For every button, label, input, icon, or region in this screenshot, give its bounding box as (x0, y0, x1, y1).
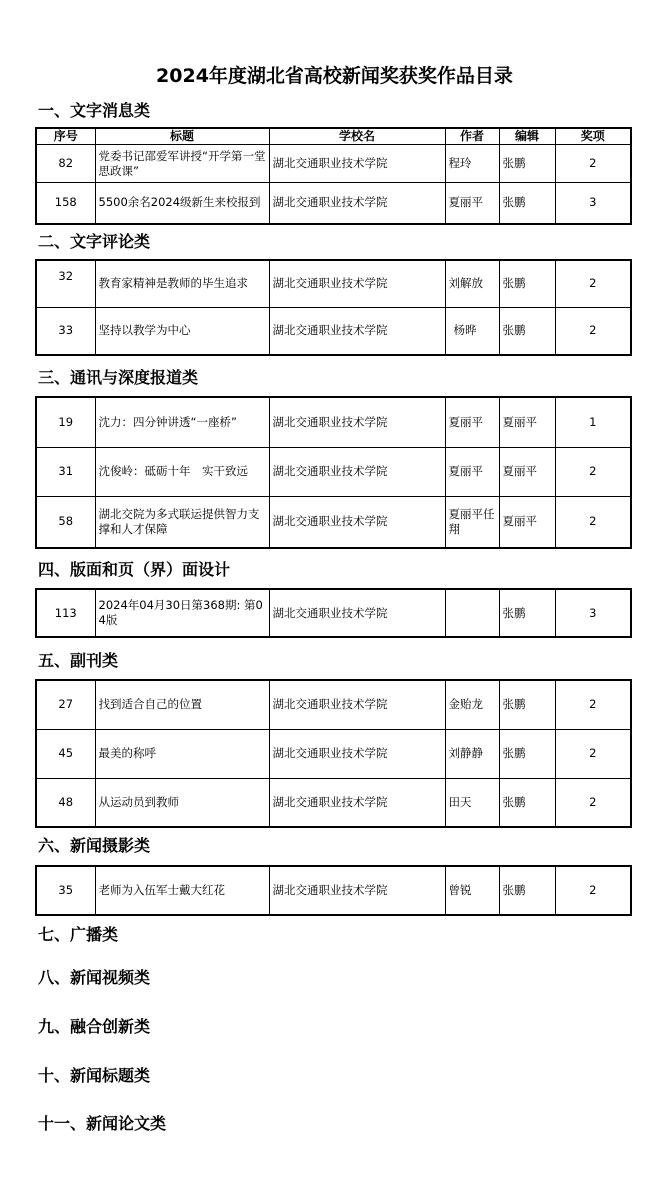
cell-num: 32 (36, 260, 95, 307)
cell-award: 2 (555, 866, 631, 915)
cell-title: 湖北交院为多式联运提供智力支撑和人才保障 (95, 496, 269, 548)
cell-num: 48 (36, 778, 95, 827)
cell-author: 刘解放 (445, 260, 499, 307)
column-header-author: 作者 (445, 128, 499, 145)
table-text-news (35, 127, 632, 225)
table-row (36, 447, 631, 496)
table-row (36, 397, 631, 447)
column-header-award: 奖项 (555, 128, 631, 145)
cell-num: 33 (36, 307, 95, 355)
cell-num: 31 (36, 447, 95, 496)
cell-award: 3 (555, 183, 631, 224)
cell-editor: 张鹏 (499, 680, 555, 729)
cell-title: 从运动员到教师 (95, 778, 269, 827)
cell-title: 5500余名2024级新生来校报到 (95, 183, 269, 224)
cell-school: 湖北交通职业技术学院 (269, 447, 445, 496)
cell-num: 82 (36, 145, 95, 183)
cell-school: 湖北交通职业技术学院 (269, 729, 445, 778)
section-heading-layout-design: 四、版面和页（界）面设计 (38, 560, 231, 579)
column-header-school: 学校名 (269, 128, 445, 145)
cell-author: 夏丽平任翔 (445, 496, 499, 548)
cell-school: 湖北交通职业技术学院 (269, 397, 445, 447)
table-text-commentary (35, 259, 632, 356)
cell-editor: 张鹏 (499, 307, 555, 355)
cell-award: 2 (555, 496, 631, 548)
section-heading-media-innovation: 九、融合创新类 (38, 1017, 151, 1036)
cell-num: 113 (36, 589, 95, 637)
cell-author: 夏丽平 (445, 397, 499, 447)
page-title: 2024年度湖北省高校新闻奖获奖作品目录 (156, 65, 513, 87)
table-row (36, 260, 631, 307)
cell-school: 湖北交通职业技术学院 (269, 778, 445, 827)
cell-editor: 张鹏 (499, 183, 555, 224)
cell-school: 湖北交通职业技术学院 (269, 145, 445, 183)
table-row (36, 680, 631, 729)
table-row (36, 729, 631, 778)
cell-title: 最美的称呼 (95, 729, 269, 778)
table-layout-design (35, 588, 632, 638)
cell-editor: 张鹏 (499, 260, 555, 307)
cell-author: 夏丽平 (445, 183, 499, 224)
cell-title: 找到适合自己的位置 (95, 680, 269, 729)
table-row (36, 145, 631, 183)
section-heading-news-paper: 十一、新闻论文类 (38, 1114, 167, 1133)
table-row (36, 496, 631, 548)
cell-award: 2 (555, 447, 631, 496)
table-row (36, 778, 631, 827)
cell-num: 158 (36, 183, 95, 224)
cell-school: 湖北交通职业技术学院 (269, 680, 445, 729)
cell-editor: 夏丽平 (499, 447, 555, 496)
cell-award: 2 (555, 680, 631, 729)
cell-author: 曾锐 (445, 866, 499, 915)
section-heading-feature-reports: 三、通讯与深度报道类 (38, 368, 199, 387)
section-heading-news-headline: 十、新闻标题类 (38, 1066, 151, 1085)
cell-author: 金贻龙 (445, 680, 499, 729)
section-heading-broadcast: 七、广播类 (38, 925, 119, 944)
cell-num: 45 (36, 729, 95, 778)
section-heading-text-commentary: 二、文字评论类 (38, 232, 151, 251)
cell-editor: 张鹏 (499, 778, 555, 827)
column-header-num: 序号 (36, 128, 95, 145)
cell-title: 教育家精神是教师的毕生追求 (95, 260, 269, 307)
cell-title: 沈俊岭：砥砺十年 实干致远 (95, 447, 269, 496)
column-header-title: 标题 (95, 128, 269, 145)
cell-award: 2 (555, 307, 631, 355)
section-heading-supplement: 五、副刊类 (38, 651, 119, 670)
cell-title: 2024年04月30日第368期: 第04版 (95, 589, 269, 637)
cell-title: 老师为入伍军士戴大红花 (95, 866, 269, 915)
table-row (36, 589, 631, 637)
cell-num: 58 (36, 496, 95, 548)
cell-editor: 张鹏 (499, 866, 555, 915)
table-feature-reports (35, 396, 632, 549)
cell-award: 2 (555, 145, 631, 183)
table-row (36, 307, 631, 355)
cell-title: 党委书记邵爱军讲授“开学第一堂思政课” (95, 145, 269, 183)
cell-editor: 夏丽平 (499, 397, 555, 447)
cell-award: 2 (555, 729, 631, 778)
cell-school: 湖北交通职业技术学院 (269, 496, 445, 548)
table-supplement (35, 679, 632, 828)
cell-school: 湖北交通职业技术学院 (269, 183, 445, 224)
cell-school: 湖北交通职业技术学院 (269, 260, 445, 307)
cell-title: 沈力：四分钟讲透“一座桥” (95, 397, 269, 447)
table-row (36, 183, 631, 224)
column-header-editor: 编辑 (499, 128, 555, 145)
cell-editor: 张鹏 (499, 589, 555, 637)
cell-award: 2 (555, 778, 631, 827)
cell-school: 湖北交通职业技术学院 (269, 866, 445, 915)
cell-editor: 张鹏 (499, 729, 555, 778)
cell-author (445, 589, 499, 637)
cell-editor: 夏丽平 (499, 496, 555, 548)
cell-num: 27 (36, 680, 95, 729)
section-heading-news-video: 八、新闻视频类 (38, 968, 151, 987)
cell-num: 19 (36, 397, 95, 447)
cell-title: 坚持以教学为中心 (95, 307, 269, 355)
cell-author: 夏丽平 (445, 447, 499, 496)
section-heading-text-news: 一、文字消息类 (38, 101, 151, 120)
cell-editor: 张鹏 (499, 145, 555, 183)
cell-award: 1 (555, 397, 631, 447)
section-heading-photography: 六、新闻摄影类 (38, 836, 151, 855)
cell-author: 田天 (445, 778, 499, 827)
cell-award: 3 (555, 589, 631, 637)
cell-author: 杨晔 (445, 307, 499, 355)
table-row (36, 866, 631, 915)
cell-num: 35 (36, 866, 95, 915)
cell-author: 刘静静 (445, 729, 499, 778)
cell-school: 湖北交通职业技术学院 (269, 589, 445, 637)
cell-school: 湖北交通职业技术学院 (269, 307, 445, 355)
table-photography (35, 865, 632, 916)
cell-award: 2 (555, 260, 631, 307)
table-header-row (36, 128, 631, 145)
cell-author: 程玲 (445, 145, 499, 183)
